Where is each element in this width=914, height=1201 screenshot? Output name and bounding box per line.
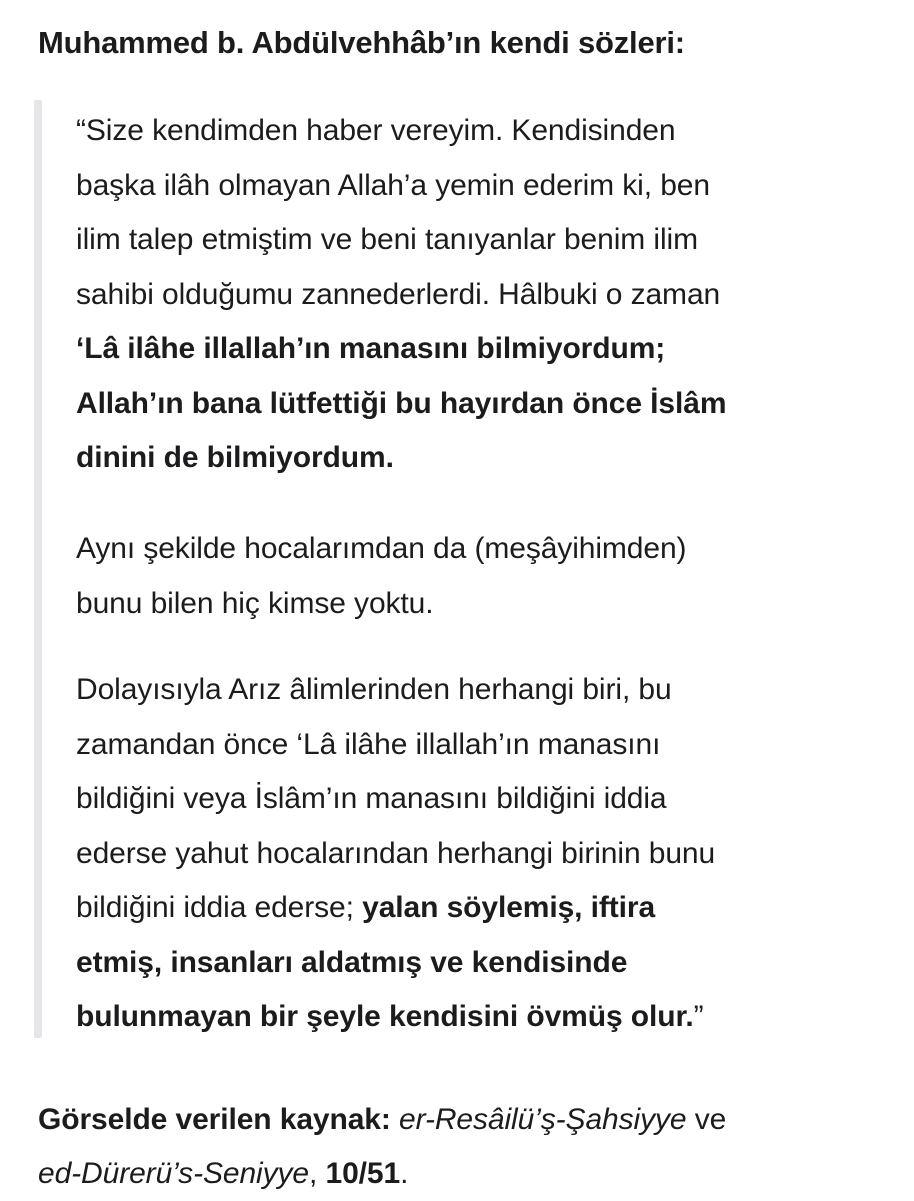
quote-paragraph-3: [76, 663, 876, 1045]
source-line: Görselde verilen kaynak: er-Resâilü’ş-Şahsiyye ve: [38, 1103, 727, 1136]
quote-line: bunu bilen hiç kimse yoktu.: [76, 586, 434, 620]
quote-line: bildiğini veya İslâm’ın manasını bildiğini iddia: [76, 782, 667, 815]
quote-line: ‘Lâ ilâhe illallah’ın manasını bilmiyordum;: [76, 332, 666, 365]
quote-paragraph-1: [76, 104, 876, 486]
source-work-2: ed-Dürerü’s-Seniyye: [38, 1157, 310, 1190]
source-work-1: er-Resâilü’ş-Şahsiyye: [399, 1103, 687, 1136]
section-heading: Muhammed b. Abdülvehhâb’ın kendi sözleri:: [38, 25, 685, 60]
source-line: ed-Dürerü’s-Seniyye, 10/51.: [38, 1157, 409, 1190]
quote-line: “Size kendimden haber vereyim. Kendisinden: [76, 114, 676, 147]
quote-line: zamandan önce ‘Lâ ilâhe illallah’ın manasını: [76, 727, 661, 761]
quote-line: Allah’ın bana lütfettiği bu hayırdan önce İslâm: [76, 386, 727, 420]
quote-line: dinini de bilmiyordum.: [76, 441, 394, 474]
quote-line: başka ilâh olmayan Allah’a yemin ederim ki, ben: [76, 168, 710, 202]
source-citation: [38, 1093, 726, 1201]
source-label: Görselde verilen kaynak:: [38, 1103, 391, 1136]
quote-line: etmiş, insanları aldatmış ve kendisinde: [76, 945, 628, 979]
quote-line: bulunmayan bir şeyle kendisini övmüş olur.”: [76, 1000, 704, 1033]
quote-line: Dolayısıyla Arız âlimlerinden herhangi biri, bu: [76, 673, 672, 706]
quote-line: ederse yahut hocalarından herhangi birinin bunu: [76, 836, 716, 870]
source-reference: 10/51: [325, 1157, 401, 1190]
quote-paragraph-2: [76, 522, 876, 631]
blockquote-bar: [34, 100, 42, 1038]
quote-line: sahibi olduğumu zannederlerdi. Hâlbuki o zaman: [76, 277, 721, 311]
quote-line: Aynı şekilde hocalarımdan da (meşâyihimden): [76, 532, 687, 565]
quote-line: bildiğini iddia ederse; yalan söylemiş, iftira: [76, 891, 656, 924]
quote-line: ilim talep etmiştim ve beni tanıyanlar benim ilim: [76, 223, 698, 256]
